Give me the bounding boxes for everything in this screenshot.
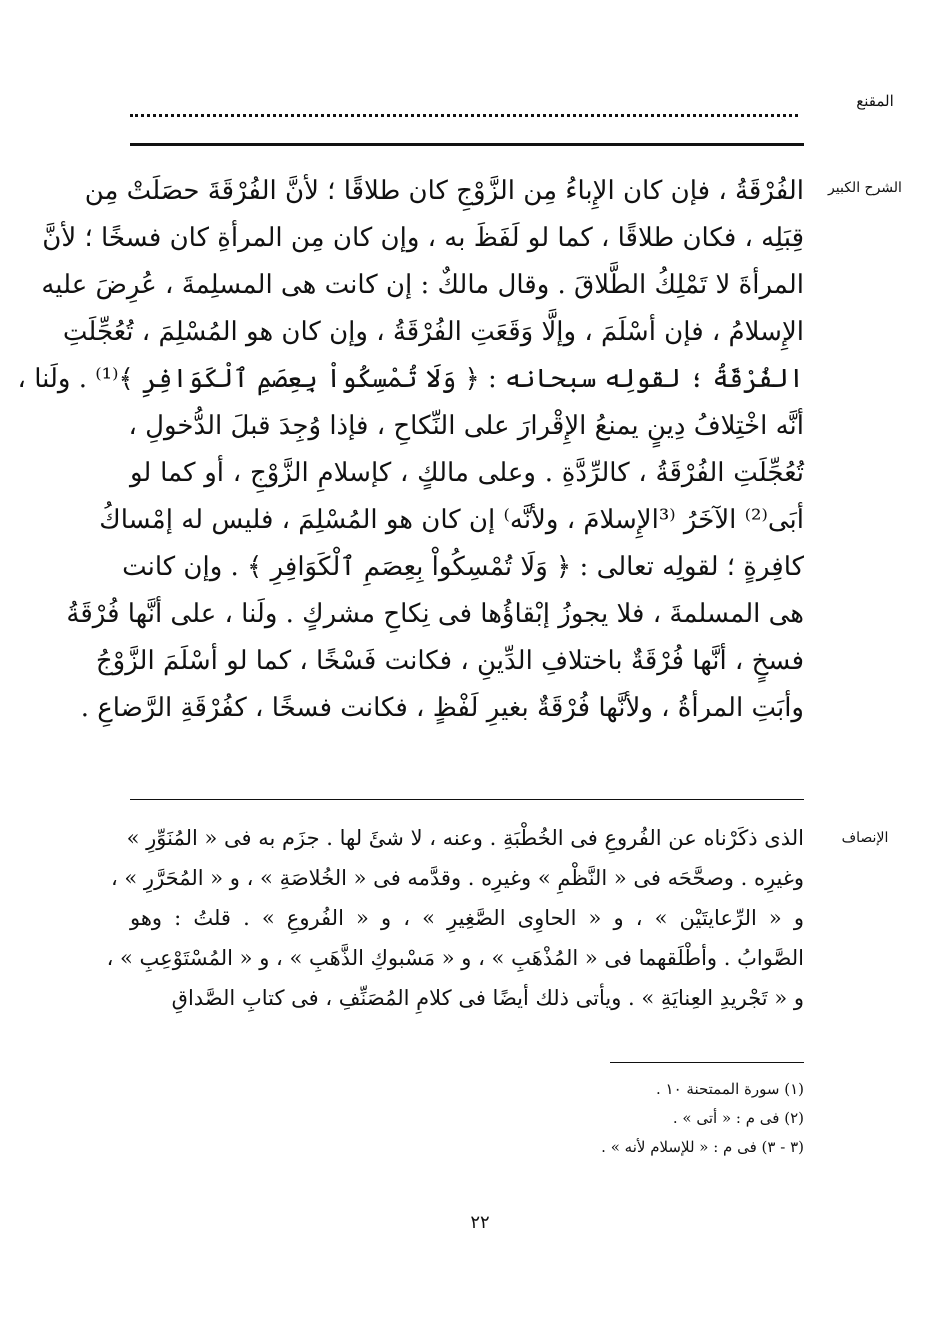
insaf-line: وغيرِه . وصحَّحَه فى « النَّظْمِ » وغيرِه . وقدَّمه فى « الخُلاصَةِ » ، و « المُحَرَّرِ » ، [110,866,804,890]
sharh-line: هى المسلمةَ ، فلا يجوزُ إبْقاؤُها فى نِكاحِ مشركٍ . ولَنا ، على أنَّها فُرْقَةُ [66,599,804,629]
page-number: ٢٢ [470,1212,490,1233]
section-divider [130,799,804,800]
insaf-line: الصَّوابُ . وأطْلَقهما فى « المُذْهَبِ » ، و « مَسْبوكِ الذَّهَبِ » ، و « المُسْتَوْعِبِ » ، [106,946,804,970]
insaf-body [106,818,804,1018]
section-label-insaf: الإنصاف [841,830,889,846]
running-title: المقنع [856,92,894,110]
sharh-line: تُعُجِّلَتِ الفُرْقَةُ ، كالرِّدَّةِ . وعلى مالكٍ ، كإسلامِ الزَّوْجِ ، أو كما لو [130,458,804,488]
footnote-rule [610,1062,804,1063]
sharh-line: أبَى⁽²⁾ الآخَرُ ⁽³الإِسلامَ ، ولأنَّه⁾ إن كان هو المُسْلِمَ ، فليس له إمْساكُ [99,505,804,535]
insaf-line: و « الرِّعايتَيْن » ، و « الحاوِى الصَّغِيرِ » ، و « الفُروعِ » . قلتُ : وهو [130,906,804,930]
sharh-line: كافِرةٍ ؛ لقولِه تعالى : ﴿ وَلَا تُمْسِكُواْ بِعِصَمِ ٱلْكَوَافِرِ ﴾ . وإن كانت [122,552,804,582]
sharh-line: أنَّه اخْتِلافُ دِينٍ يمنعُ الإِقْرارَ على النِّكاحِ ، فإذا وُجِدَ قبلَ الدُّخولِ ، [128,411,804,441]
footnote: (١) سورة الممتحنة ١٠ . [655,1080,804,1098]
footnotes [430,1075,804,1162]
sharh-line: وأبَتِ المرأةُ ، ولأنَّها فُرْقَةٌ بغيرِ لَفْظٍ ، فكانت فسخًا ، كفُرْقَةِ الرَّضاعِ . [80,693,804,723]
sharh-line: الفُرْقَةُ ، فإن كان الإِباءُ مِن الزَّوْجِ كان طلاقًا ؛ لأنَّ الفُرْقَةَ حصَلَتْ مِن [84,176,804,206]
footnote: (٣ - ٣) فى م : « للإسلام لأنه » . [601,1138,804,1156]
insaf-line: و « تَجْريدِ العِنايَةِ » . ويأتى ذلك أيضًا فى كلامِ المُصَنِّفِ ، فى كتابِ الصَّداقِ [171,986,804,1010]
sharh-line: الفُرْقَةُ ؛ لقولِه سبحانه : ﴿ وَلَا تُمْسِكُواْ بِعِصَمِ ٱلْكَوَافِرِ ﴾⁽¹⁾ . ولَنا ، [17,364,804,394]
sharh-line: المرأةَ لا تَمْلِكُ الطَّلاقَ . وقال مالكٌ : إن كانت هى المسلِمةَ ، عُرِضَ عليه [41,270,804,300]
sharh-line: قِبَلِه ، فكان طلاقًا ، كما لو لَفَظَ به ، وإن كان مِن المرأةِ كان فسخًا ؛ لأنَّ [42,223,804,253]
insaf-line: الذى ذكَرْناه عن الفُروعِ فى الخُطْبَةِ . وعنه ، لا شئَ لها . جزَم به فى « المُنَوِّرِ » [126,826,804,850]
dot-leader-divider [130,114,798,117]
sharh-line: الإِسلامُ ، فإن أسْلَمَ ، وإلَّا وَقَعَتِ الفُرْقَةُ ، وإن كان هو المُسْلِمَ ، تُعُجِّلَتِ [62,317,804,347]
sharh-line: فسخٍ ، أنَّها فُرْقَةٌ باختلافِ الدِّينِ ، فكانت فَسْخًا ، كما لو أسْلَمَ الزَّوْجُ [95,646,804,676]
footnote: (٢) فى م : « أتى » . [672,1109,804,1127]
sharh-body [17,168,804,732]
section-label-sharh: الشرح الكبير [828,180,902,196]
header-rule [130,143,804,146]
